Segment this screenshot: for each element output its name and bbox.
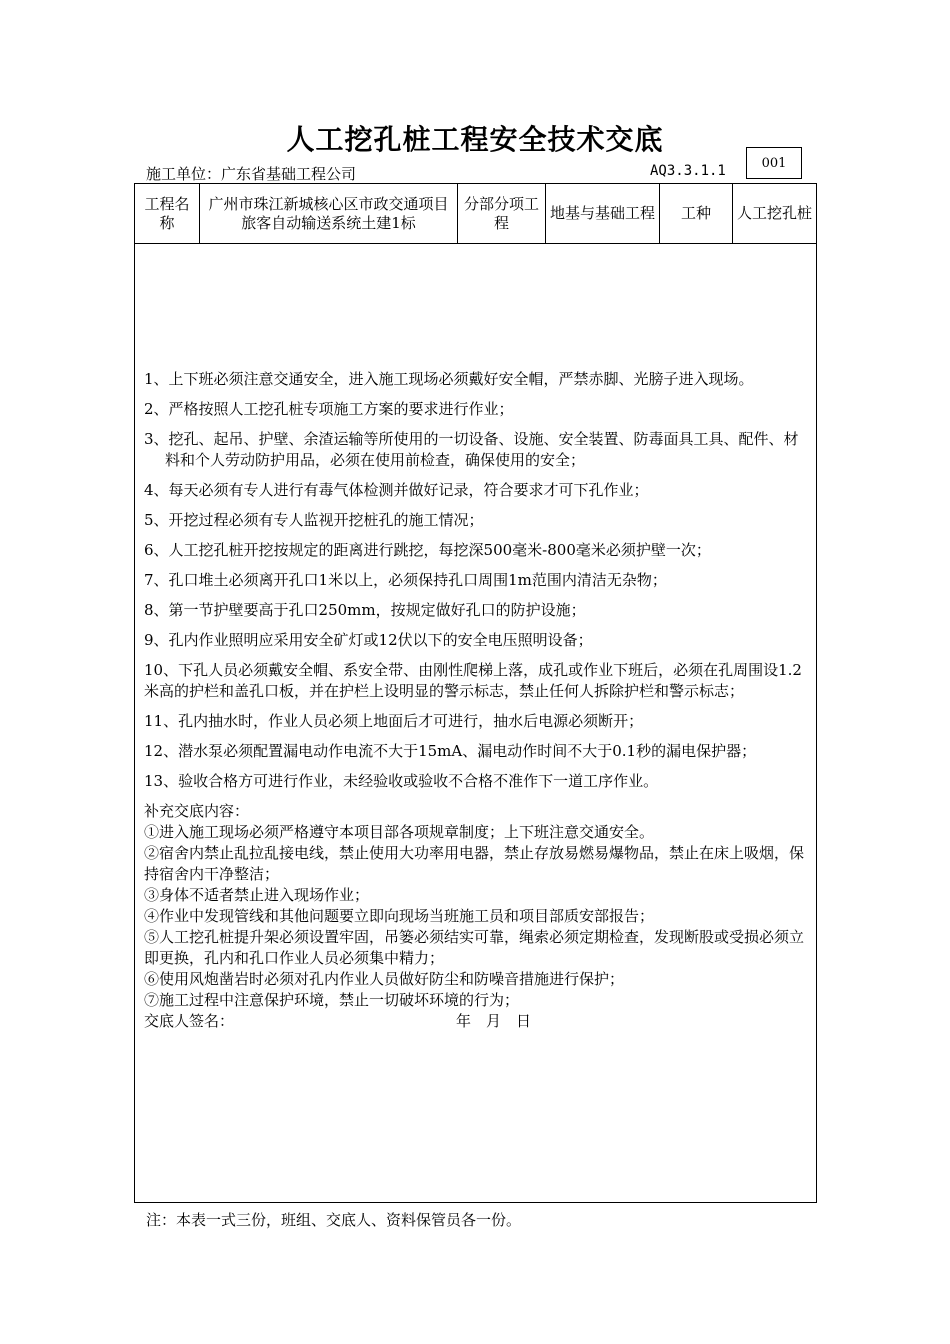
safety-item: 1、上下班必须注意交通安全，进入施工现场必须戴好安全帽，严禁赤脚、光膀子进入现场。: [144, 370, 754, 388]
signature-label: 交底人签名：: [144, 1012, 235, 1030]
supplement-item: ⑦施工过程中注意保护环境，禁止一切破坏环境的行为；: [144, 991, 520, 1009]
trade-label: 工种: [660, 184, 733, 243]
supplement-item: ②宿舍内禁止乱拉乱接电线，禁止使用大功率用电器，禁止存放易燃易爆物品，禁止在床上吸烟，保持宿舍内干净整洁；: [144, 844, 805, 883]
project-name-label: 工程名称: [135, 184, 200, 243]
safety-item: 11、孔内抽水时，作业人员必须上地面后才可进行，抽水后电源必须断开；: [144, 712, 644, 730]
safety-item: 3、挖孔、起吊、护壁、余渣运输等所使用的一切设备、设施、安全装置、防毒面具工具、配件、材料和个人劳动防护用品，必须在使用前检查，确保使用的安全；: [144, 430, 799, 469]
footnote: 注：本表一式三份，班组、交底人、资料保管员各一份。: [146, 1211, 522, 1229]
serial-number-box: 001: [746, 147, 802, 179]
supplement-item: ③身体不适者禁止进入现场作业；: [144, 886, 370, 904]
disclosure-table: [134, 183, 817, 1203]
project-name-value: 广州市珠江新城核心区市政交通项目旅客自动输送系统土建1标: [200, 184, 458, 243]
form-code: AQ3.3.1.1: [650, 163, 726, 179]
safety-item: 9、孔内作业照明应采用安全矿灯或12伏以下的安全电压照明设备；: [144, 631, 593, 649]
supplement-item: ⑤人工挖孔桩提升架必须设置牢固，吊篓必须结实可靠，绳索必须定期检查，发现断股或受损必须立即更换，孔内和孔口作业人员必须集中精力；: [144, 928, 805, 967]
safety-item: 7、孔口堆土必须离开孔口1米以上，必须保持孔口周围1m范围内清洁无杂物；: [144, 571, 667, 589]
table-header-row: [135, 184, 816, 244]
safety-item: 5、开挖过程必须有专人监视开挖桩孔的施工情况；: [144, 511, 484, 529]
supplement-item: ①进入施工现场必须严格遵守本项目部各项规章制度；上下班注意交通安全。: [144, 823, 655, 841]
construction-unit: 施工单位：广东省基础工程公司: [146, 165, 357, 183]
date-label: 年 月 日: [456, 1012, 532, 1030]
safety-item: 8、第一节护壁要高于孔口250mm，按规定做好孔口的防护设施；: [144, 601, 586, 619]
safety-item: 2、严格按照人工挖孔桩专项施工方案的要求进行作业；: [144, 400, 514, 418]
document-title: 人工挖孔桩工程安全技术交底: [286, 123, 664, 156]
supplement-title: 补充交底内容：: [144, 802, 250, 820]
safety-item: 6、人工挖孔桩开挖按规定的距离进行跳挖，每挖深500毫米-800毫米必须护壁一次；: [144, 541, 711, 559]
signature-row: [144, 1011, 812, 1032]
safety-item: 12、潜水泵必须配置漏电动作电流不大于15mA、漏电动作时间不大于0.1秒的漏电保护器；: [144, 742, 757, 760]
trade-value: 人工挖孔桩: [737, 204, 813, 222]
subproject-label: 分部分项工 程: [458, 184, 546, 243]
safety-item: 4、每天必须有专人进行有毒气体检测并做好记录，符合要求才可下孔作业；: [144, 481, 649, 499]
safety-item: 13、验收合格方可进行作业，未经验收或验收不合格不准作下一道工序作业。: [144, 772, 659, 790]
subproject-value: 地基与基础工程: [546, 184, 660, 243]
supplement-item: ④作业中发现管线和其他问题要立即向现场当班施工员和项目部质安部报告；: [144, 907, 655, 925]
safety-item: 10、下孔人员必须戴安全帽、系安全带、由刚性爬梯上落，成孔或作业下班后，必须在孔周围设1.2米高的护栏和盖孔口板，并在护栏上设明显的警示标志，禁止任何人拆除护栏和警示标志；: [144, 661, 802, 700]
disclosure-content: [144, 369, 812, 1032]
supplement-item: ⑥使用风炮凿岩时必须对孔内作业人员做好防尘和防噪音措施进行保护；: [144, 970, 625, 988]
